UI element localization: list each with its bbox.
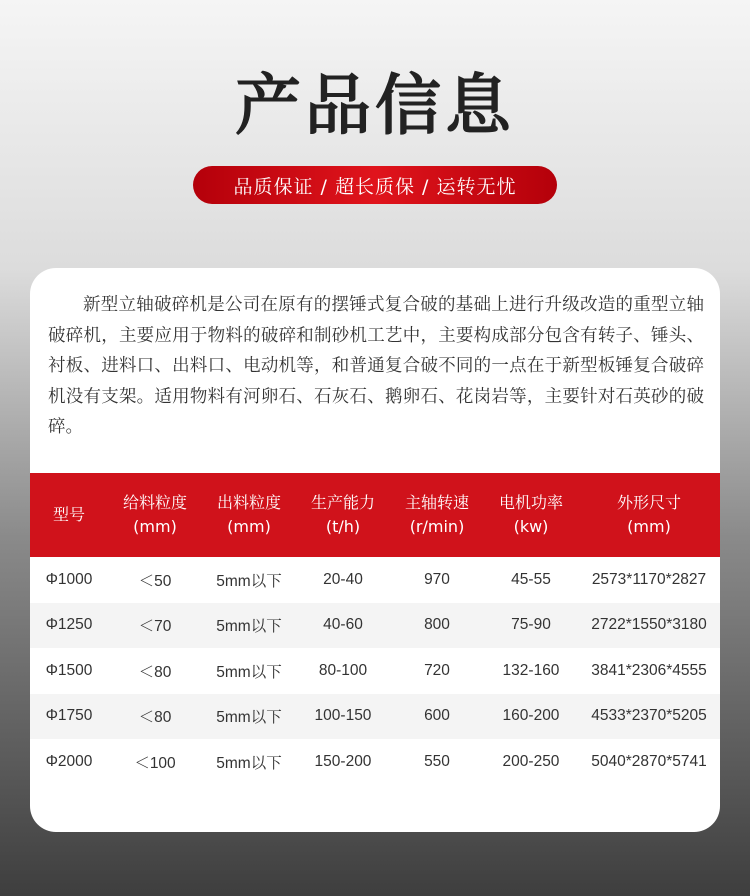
cell-capacity: 20-40 [323, 570, 363, 588]
cell-output-size: 5mm以下 [216, 663, 282, 681]
cell-spindle-speed: 970 [424, 570, 450, 588]
header-output-size: 出料粒度 (mm) [216, 493, 281, 536]
cell-capacity: 150-200 [314, 752, 372, 770]
cell-spindle-speed: 720 [424, 661, 450, 679]
cell-capacity: 100-150 [314, 707, 372, 725]
cell-spindle-speed: 550 [424, 752, 450, 770]
cell-model: Φ1000 [45, 570, 93, 588]
table-row [30, 648, 720, 694]
header-model: 型号 [52, 505, 85, 524]
cell-model: Φ2000 [45, 752, 93, 770]
cell-model: Φ1500 [45, 661, 93, 679]
page-title: 产品信息 [235, 67, 515, 144]
cell-dimensions: 5040*2870*5741 [591, 752, 707, 770]
cell-model: Φ1250 [45, 616, 93, 634]
cell-model: Φ1750 [45, 707, 93, 725]
cell-motor-power: 200-250 [502, 752, 560, 770]
cell-output-size: 5mm以下 [216, 572, 282, 590]
cell-output-size: 5mm以下 [216, 618, 282, 636]
cell-feed-size: ＜80 [138, 709, 172, 727]
cell-dimensions: 2573*1170*2827 [591, 570, 707, 588]
cell-motor-power: 75-90 [511, 616, 551, 634]
cell-dimensions: 3841*2306*4555 [591, 661, 707, 679]
cell-dimensions: 2722*1550*3180 [591, 616, 707, 634]
product-info-card [30, 268, 720, 832]
table-row [30, 603, 720, 649]
header-motor-power: 电机功率 (kw) [498, 493, 563, 536]
cell-motor-power: 132-160 [502, 661, 560, 679]
slogan-banner: 品质保证 / 超长质保 / 运转无忧 [193, 166, 557, 204]
cell-feed-size: ＜80 [138, 663, 172, 681]
cell-feed-size: ＜100 [134, 754, 176, 772]
header-dimensions: 外形尺寸 (mm) [616, 493, 681, 536]
cell-spindle-speed: 600 [424, 707, 450, 725]
cell-capacity: 80-100 [318, 661, 368, 679]
header-feed-size: 给料粒度 (mm) [122, 493, 187, 536]
table-row [30, 557, 720, 603]
cell-motor-power: 160-200 [502, 707, 560, 725]
cell-motor-power: 45-55 [511, 570, 551, 588]
header-capacity: 生产能力 (t/h) [310, 493, 375, 536]
product-description: 新型立轴破碎机是公司在原有的摆锤式复合破的基础上进行升级改造的重型立轴破碎机，主要应用于物料的破碎和制砂机工艺中，主要构成部分包含有转子、锤头、衬板、进料口、出料口、电动机等，和普通复合破不同的一点在于新型板锤复合破碎机没有支架。适用物料有河卵石、石灰石、鹅卵石、花岗岩等，主要针对石英砂的破碎。 [48, 295, 704, 437]
cell-feed-size: ＜50 [138, 572, 172, 590]
spec-table [30, 473, 720, 785]
cell-dimensions: 4533*2370*5205 [591, 707, 707, 725]
spec-table-header [30, 473, 720, 557]
table-row [30, 694, 720, 740]
cell-spindle-speed: 800 [424, 616, 450, 634]
cell-feed-size: ＜70 [138, 618, 172, 636]
table-row [30, 739, 720, 785]
cell-output-size: 5mm以下 [216, 709, 282, 727]
header-spindle-speed: 主轴转速 (r/min) [404, 493, 469, 536]
cell-capacity: 40-60 [323, 616, 363, 634]
cell-output-size: 5mm以下 [216, 754, 282, 772]
